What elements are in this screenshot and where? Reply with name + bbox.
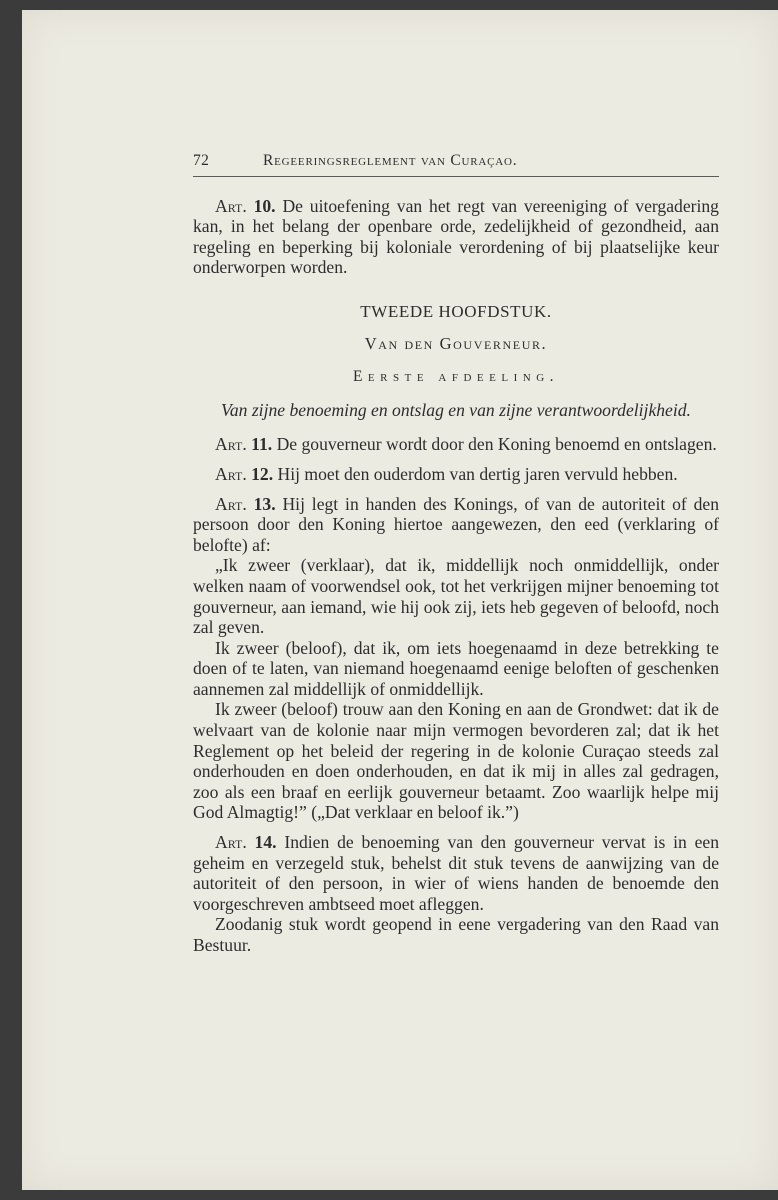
article-number: 10. [253,195,276,216]
article-number: 11. [251,434,273,455]
article-text: De gouverneur wordt door den Koning benoemd en ontslagen. [276,434,717,455]
article-label: Art. [215,434,247,455]
article-14 [193,832,719,914]
article-text: Hij moet den ouderdom van dertig jaren vervuld hebben. [277,463,678,484]
article-label: Art. [215,832,247,853]
running-title: Regeeringsreglement van Curaçao. [263,152,518,169]
article-10 [193,196,719,278]
article-12 [193,464,719,485]
article-number: 14. [254,832,277,853]
chapter-heading: TWEEDE HOOFDSTUK. [360,301,552,321]
article-label: Art. [215,493,247,514]
section-heading: Eerste afdeeling. [352,368,560,386]
article-11 [193,434,719,455]
chapter-subtitle: Van den Gouverneur. [364,333,548,353]
article-14-paragraph-2: Zoodanig stuk wordt geopend in eene vergadering van den Raad van Bestuur. [193,914,719,955]
section-subtitle: Van zijne benoeming en ontslag en van zijne verantwoordelijkheid. [221,399,691,420]
article-number: 12. [251,463,274,484]
oath-paragraph-1: „Ik zweer (verklaar), dat ik, middellijk noch onmiddellijk, onder welken naam of voorwendsel ook, tot het verkrijgen mijner benoeming tot gouverneur, aan iemand, wie hij ook zij, iets heb gegeven of beloofd, noch zal geven. [193,555,719,638]
article-text: Indien de benoeming van den gouverneur vervat is in een geheim en verzegeld stuk, behelst dit stuk tevens de aanwijzing van de autoriteit of den persoon, in wier of wiens handen de benoemde den voorgeschreven ambtseed moet afleggen. [193,832,720,914]
running-head [193,151,719,177]
article-13 [193,494,719,556]
text-block [193,151,719,956]
oath-paragraph-3: Ik zweer (beloof) trouw aan den Koning en aan de Grondwet: dat ik de welvaart van de kolonie naar mijn vermogen bevorderen zal; dat ik het Reglement op het beleid der regering in de kolonie Curaçao steeds zal onderhouden en doen onderhouden, en dat ik mij in alles zal gedragen, zoo als een braaf en eerlijk gouverneur betaamt. Zoo waarlijk helpe mij God Almagtig!” („Dat verklaar en beloof ik.”) [193,699,719,823]
article-number: 13. [253,493,276,514]
document-page [22,10,778,1190]
page-number: 72 [193,152,210,169]
oath-paragraph-2: Ik zweer (beloof), dat ik, om iets hoegenaamd in deze betrekking te doen of te laten, van niemand hoegenaamd eenige beloften of geschenken aannemen zal middellijk of onmiddellijk. [193,637,719,699]
article-text: De uitoefening van het regt van vereeniging of vergadering kan, in het belang der openbare orde, zedelijkheid of gezondheid, aan regeling en beperking bij koloniale verordening of bij plaatselijke keur onderworpen worden. [193,195,719,278]
article-text: Hij legt in handen des Konings, of van de autoriteit of den persoon door den Koning hiertoe aangewezen, den eed (verklaring of belofte) af: [193,493,720,555]
article-label: Art. [215,195,247,216]
article-label: Art. [215,463,247,484]
